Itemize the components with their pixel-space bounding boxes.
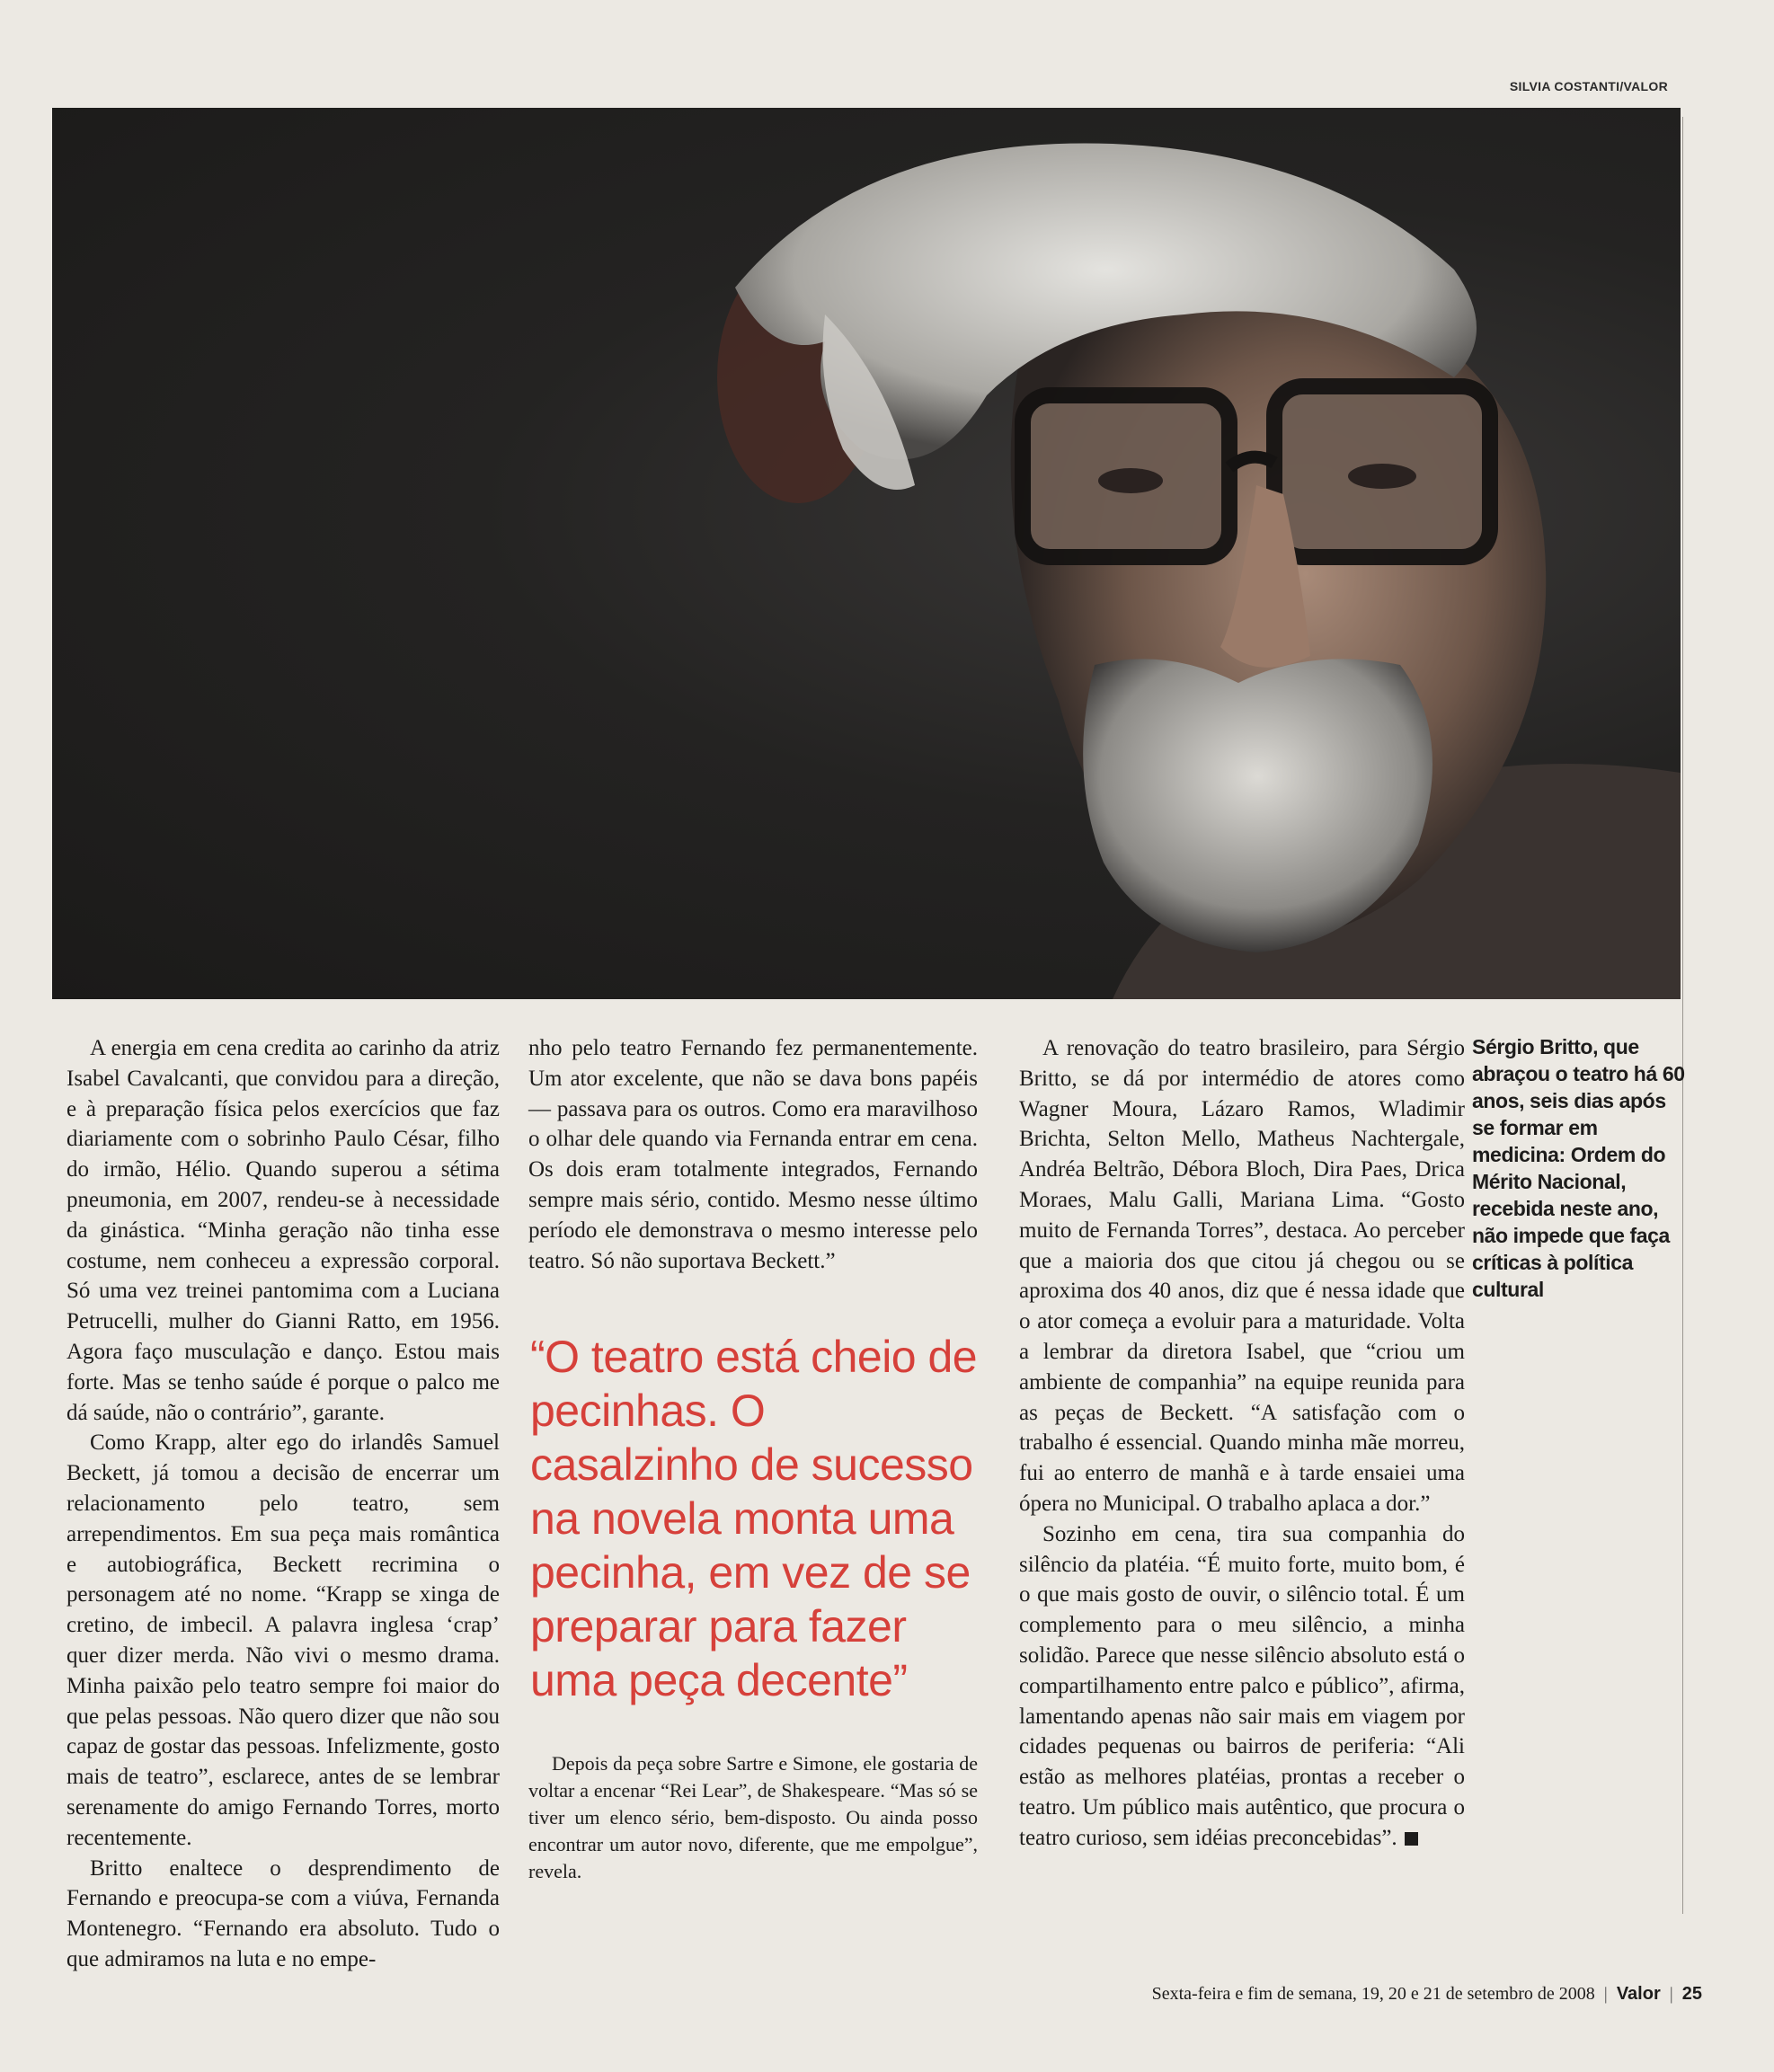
footer-separator: | (1669, 1984, 1673, 2004)
footer-date: Sexta-feira e fim de semana, 19, 20 e 21 de setembro de 2008 (1151, 1984, 1595, 2004)
page-footer (1152, 1984, 1702, 2005)
photo-credit: SILVIA COSTANTI/VALOR (1509, 79, 1668, 93)
article-paragraph: A renovação do teatro brasileiro, para Sérgio Britto, se dá por intermédio de atores como Wagner Moura, Lázaro Ramos, Wladimir Brichta, Selton Mello, Matheus Nachtergale, Andréa Beltrão, Débora Bloch, Dira Paes, Drica Moraes, Malu Galli, Mariana Lima. “Gosto muito de Fernanda Torres”, destaca. Ao perceber que a maioria dos que citou já chegou ou se aproxima dos 40 anos, diz que é nessa idade que o ator começa a evoluir para a maturidade. Volta a lembrar da diretora Isabel, que “criou um ambiente de companhia” na equipe reunida para as peças de Beckett. “A satisfação com o trabalho é essencial. Quando minha mãe morreu, fui ao enterro de manhã e à tarde ensaiei uma ópera no Municipal. O trabalho aplaca a dor.” (1019, 1036, 1465, 1516)
article-column-2-bottom (528, 1750, 978, 1885)
article-paragraph: nho pelo teatro Fernando fez permanentemente. Um ator excelente, que não se dava bons papéis — passava para os outros. Como era maravilhoso o olhar dele quando via Fernanda entrar em cena. Os dois eram totalmente integrados, Fernando sempre mais sério, contido. Mesmo nesse último período ele demonstrava o mesmo interesse pelo teatro. Só não suportava Beckett.” (528, 1036, 978, 1273)
page-number: 25 (1681, 1984, 1702, 2004)
article-paragraph: Britto enaltece o desprendimento de Fernando e preocupa-se com a viúva, Fernanda Montenegro. “Fernando era absoluto. Tudo o que admiramos na luta e no empe- (67, 1855, 500, 1971)
article-paragraph (1019, 1519, 1465, 1854)
article-paragraph: Como Krapp, alter ego do irlandês Samuel Beckett, já tomou a decisão de encerrar um relacionamento pelo teatro, sem arrependimentos. Em sua peça mais romântica e autobiográfica, Beckett recrimina o personagem até no nome. “Krapp se xinga de cretino, de imbecil. A palavra inglesa ‘crap’ quer dizer merda. Não vivi o mesmo drama. Minha paixão pelo teatro sempre foi maior do que pelas pessoas. Não quero dizer que não sou capaz de gostar das pessoas. Infelizmente, gosto mais de teatro”, esclarece, antes de se lembrar serenamente do amigo Fernando Torres, morto recentemente. (67, 1430, 500, 1850)
article-paragraph-text: Sozinho em cena, tira sua companhia do silêncio da platéia. “É muito forte, muito bom, é o que mais gosto de ouvir, o silêncio total. É um complemento para o meu silêncio, a minha solidão. Parece que nesse silêncio absoluto está o compartilhamento entre palco e público”, afirma, lamentando apenas não sair mais em viagem por cidades pequenas ou bairros de periferia: “Ali estão as melhores platéias, prontas a receber o teatro. Um público mais autêntico, que procura o teatro curioso, sem idéias preconcebidas”. (1019, 1521, 1465, 1850)
article-paragraph: Depois da peça sobre Sartre e Simone, ele gostaria de voltar a encenar “Rei Lear”, de Shakespeare. “Mas só se tiver um elenco sério, bem-disposto. Ou ainda posso encontrar um autor novo, diferente, que me empolgue”, revela. (528, 1752, 978, 1882)
end-mark-icon (1405, 1832, 1418, 1846)
footer-separator: | (1603, 1984, 1608, 2004)
article-paragraph: A energia em cena credita ao carinho da atriz Isabel Cavalcanti, que convidou para a direção, e à preparação física pelos exercícios que faz diariamente com o sobrinho Paulo César, filho do irmão, Hélio. Quando superou a sétima pneumonia, em 2007, rendeu-se à necessidade da ginástica. “Minha geração não tinha esse costume, nem conheceu a expressão corporal. Só uma vez treinei pantomima com a Luciana Petrucelli, mulher do Gianni Ratto, em 1956. Agora faço musculação e danço. Estou mais forte. Mas se tenho saúde é porque o palco me dá saúde, não o contrário”, garante. (67, 1036, 500, 1425)
article-column-2 (528, 1033, 978, 1276)
photo-caption: Sérgio Britto, que abraçou o teatro há 60 anos, seis dias após se formar em medicina: Ordem do Mérito Nacional, recebida neste ano, não impede que faça críticas à política cultural (1472, 1035, 1685, 1301)
article-column-3 (1019, 1033, 1465, 1854)
portrait-illustration (52, 108, 1681, 999)
pull-quote: “O teatro está cheio de pecinhas. O casalzinho de sucesso na novela monta uma pecinha, em vez de se preparar para fazer uma peça decente” (530, 1332, 978, 1705)
portrait-photo (52, 108, 1681, 999)
right-margin-rule (1682, 117, 1683, 1914)
article-column-1 (67, 1033, 500, 1975)
footer-brand: Valor (1616, 1984, 1661, 2004)
